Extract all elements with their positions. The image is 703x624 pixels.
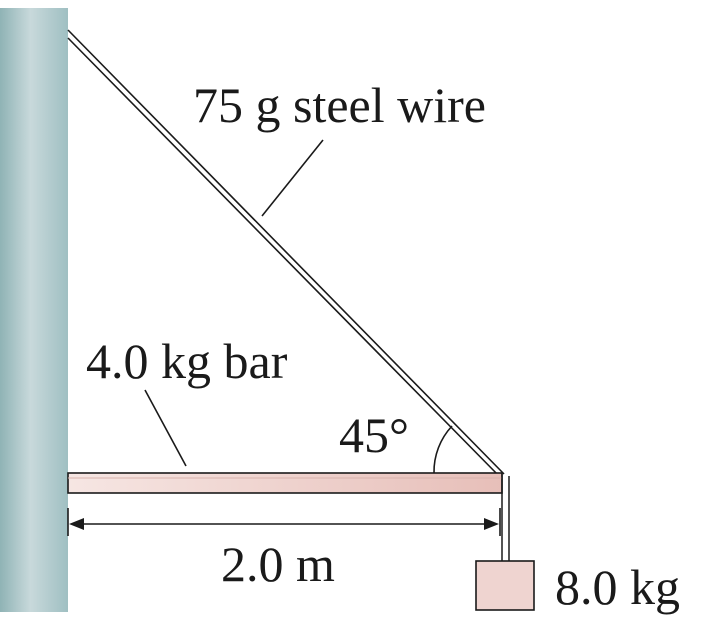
hanging-string	[502, 474, 509, 561]
wire-label-leader	[262, 140, 323, 216]
mass-label: 8.0 kg	[555, 559, 680, 615]
bar	[68, 473, 502, 493]
wall	[0, 8, 68, 612]
mass-block	[476, 561, 534, 610]
bar-label-leader	[145, 390, 186, 466]
bar-label: 4.0 kg bar	[86, 333, 288, 389]
arrow-left-icon	[69, 518, 84, 530]
arrow-right-icon	[484, 518, 499, 530]
length-label: 2.0 m	[221, 536, 335, 592]
wire-label: 75 g steel wire	[193, 77, 486, 133]
angle-label: 45°	[339, 407, 409, 463]
angle-arc	[434, 426, 452, 473]
length-dimension	[68, 508, 500, 536]
